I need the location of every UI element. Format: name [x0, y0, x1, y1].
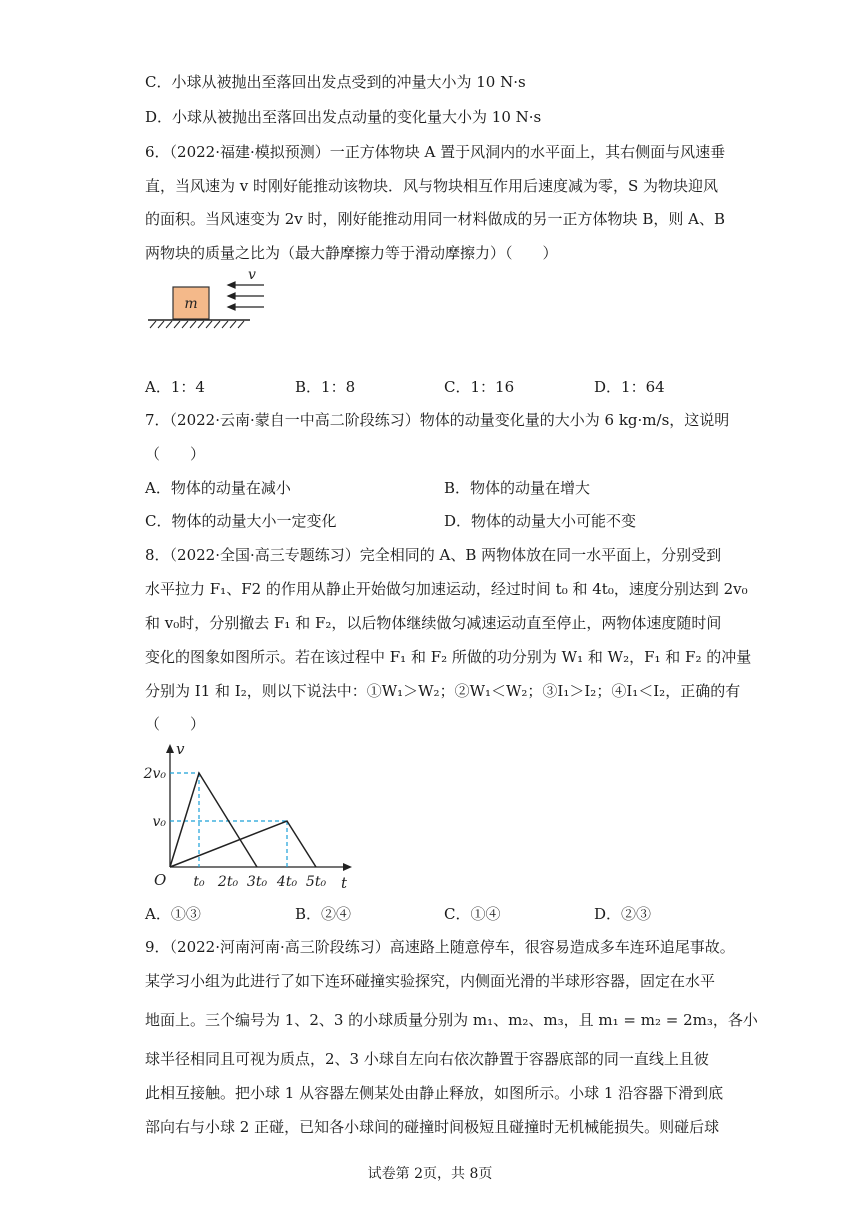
q8-option-b[interactable]: B．②④ [295, 905, 352, 923]
x-tick-t0: t₀ [193, 874, 205, 890]
q6-text-line: 直，当风速为 v 时刚好能推动该物块．风与物块相互作用后速度减为零，S 为物块迎风 [145, 177, 719, 195]
q6-block-figure [140, 262, 270, 332]
q8-vt-graph [140, 740, 365, 895]
x-tick-5t0: 5t₀ [305, 874, 327, 890]
q8-text-line: 变化的图象如图所示。若在该过程中 F₁ 和 F₂ 所做的功分别为 W₁ 和 W₂，F₁ 和 F₂ 的冲量 [145, 648, 752, 666]
x-tick-4t0: 4t₀ [276, 874, 298, 890]
q7-option-b[interactable]: B．物体的动量在增大 [444, 479, 591, 497]
q6-text-line: 两物块的质量之比为（最大静摩擦力等于滑动摩擦力）（ ） [145, 244, 558, 262]
q8-text-line: 和 v₀时，分别撤去 F₁ 和 F₂，以后物体继续做匀减速运动直至停止，两物体速度随时间 [145, 614, 722, 632]
v-axis-label: v [176, 740, 185, 758]
y-tick-2v0: 2v₀ [143, 766, 166, 782]
q9-text-line: 球半径相同且可视为质点，2、3 小球自左向右依次静置于容器底部的同一直线上且彼 [145, 1050, 709, 1068]
wind-arrows [228, 282, 264, 310]
q7-text-line: （ ） [145, 445, 206, 463]
page-footer: 试卷第 2页，共 8页 [367, 1166, 493, 1182]
q6-option-a[interactable]: A．1：4 [145, 378, 205, 396]
q8-option-d[interactable]: D．②③ [594, 905, 652, 923]
wind-label: v [248, 267, 256, 283]
t-axis-label: t [341, 874, 348, 892]
q6-option-c[interactable]: C．1：16 [444, 378, 515, 396]
q9-text-line: 部向右与小球 2 正碰，已知各小球间的碰撞时间极短且碰撞时无机械能损失。则碰后球 [145, 1118, 720, 1136]
q6-text-line: 的面积。当风速变为 2v 时，刚好能推动用同一材料做成的另一正方体物块 B，则 A、B [145, 210, 725, 228]
object-a-line [170, 773, 257, 867]
t-axis-arrow [343, 863, 352, 871]
q7-option-d[interactable]: D．物体的动量大小可能不变 [444, 512, 637, 530]
q9-text-line: 某学习小组为此进行了如下连环碰撞实验探究，内侧面光滑的半球形容器，固定在水平 [145, 972, 716, 990]
q8-text-line: 分别为 I1 和 I₂，则以下说法中：①W₁＞W₂；②W₁＜W₂；③I₁＞I₂；④I₁＜I₂，正确的有 [145, 682, 741, 700]
q7-option-a[interactable]: A．物体的动量在减小 [145, 479, 291, 497]
q8-text-line: 水平拉力 F₁、F2 的作用从静止开始做匀加速运动，经过时间 t₀ 和 4t₀，速度分别达到 2v₀ [145, 580, 748, 598]
block-label: m [184, 296, 198, 312]
origin-label: O [154, 871, 167, 889]
q6-option-d[interactable]: D．1：64 [594, 378, 665, 396]
q6-option-b[interactable]: B．1：8 [295, 378, 356, 396]
x-tick-2t0: 2t₀ [217, 874, 239, 890]
q8-text-line: 8．（2022·全国·高三专题练习）完全相同的 A、B 两物体放在同一水平面上，分别受到 [145, 546, 722, 564]
q9-text-line: 地面上。三个编号为 1、2、3 的小球质量分别为 m₁、m₂、m₃，且 m₁ = m₂ = 2m₃，各小 [145, 1011, 758, 1029]
q5-option-c: C．小球从被抛出至落回出发点受到的冲量大小为 10 N·s [145, 73, 526, 91]
q8-option-c[interactable]: C．①④ [444, 905, 501, 923]
q5-option-d: D．小球从被抛出至落回出发点动量的变化量大小为 10 N·s [145, 108, 542, 126]
v-axis-arrow [166, 744, 174, 753]
ground-hatch [150, 321, 244, 328]
q9-text-line: 9．（2022·河南河南·高三阶段练习）高速路上随意停车，很容易造成多车连环追尾事故。 [145, 938, 735, 956]
q8-option-a[interactable]: A．①③ [145, 905, 201, 923]
q6-text-line: 6．（2022·福建·模拟预测）一正方体物块 A 置于风洞内的水平面上，其右侧面与风速垂 [145, 143, 726, 161]
q8-text-line: （ ） [145, 715, 206, 733]
x-tick-3t0: 3t₀ [246, 874, 268, 890]
q9-text-line: 此相互接触。把小球 1 从容器左侧某处由静止释放，如图所示。小球 1 沿容器下滑到底 [145, 1084, 724, 1102]
y-tick-v0: v₀ [152, 814, 166, 830]
q7-option-c[interactable]: C．物体的动量大小一定变化 [145, 512, 337, 530]
q7-text-line: 7．（2022·云南·蒙自一中高二阶段练习）物体的动量变化量的大小为 6 kg·m/s，这说明 [145, 411, 730, 429]
